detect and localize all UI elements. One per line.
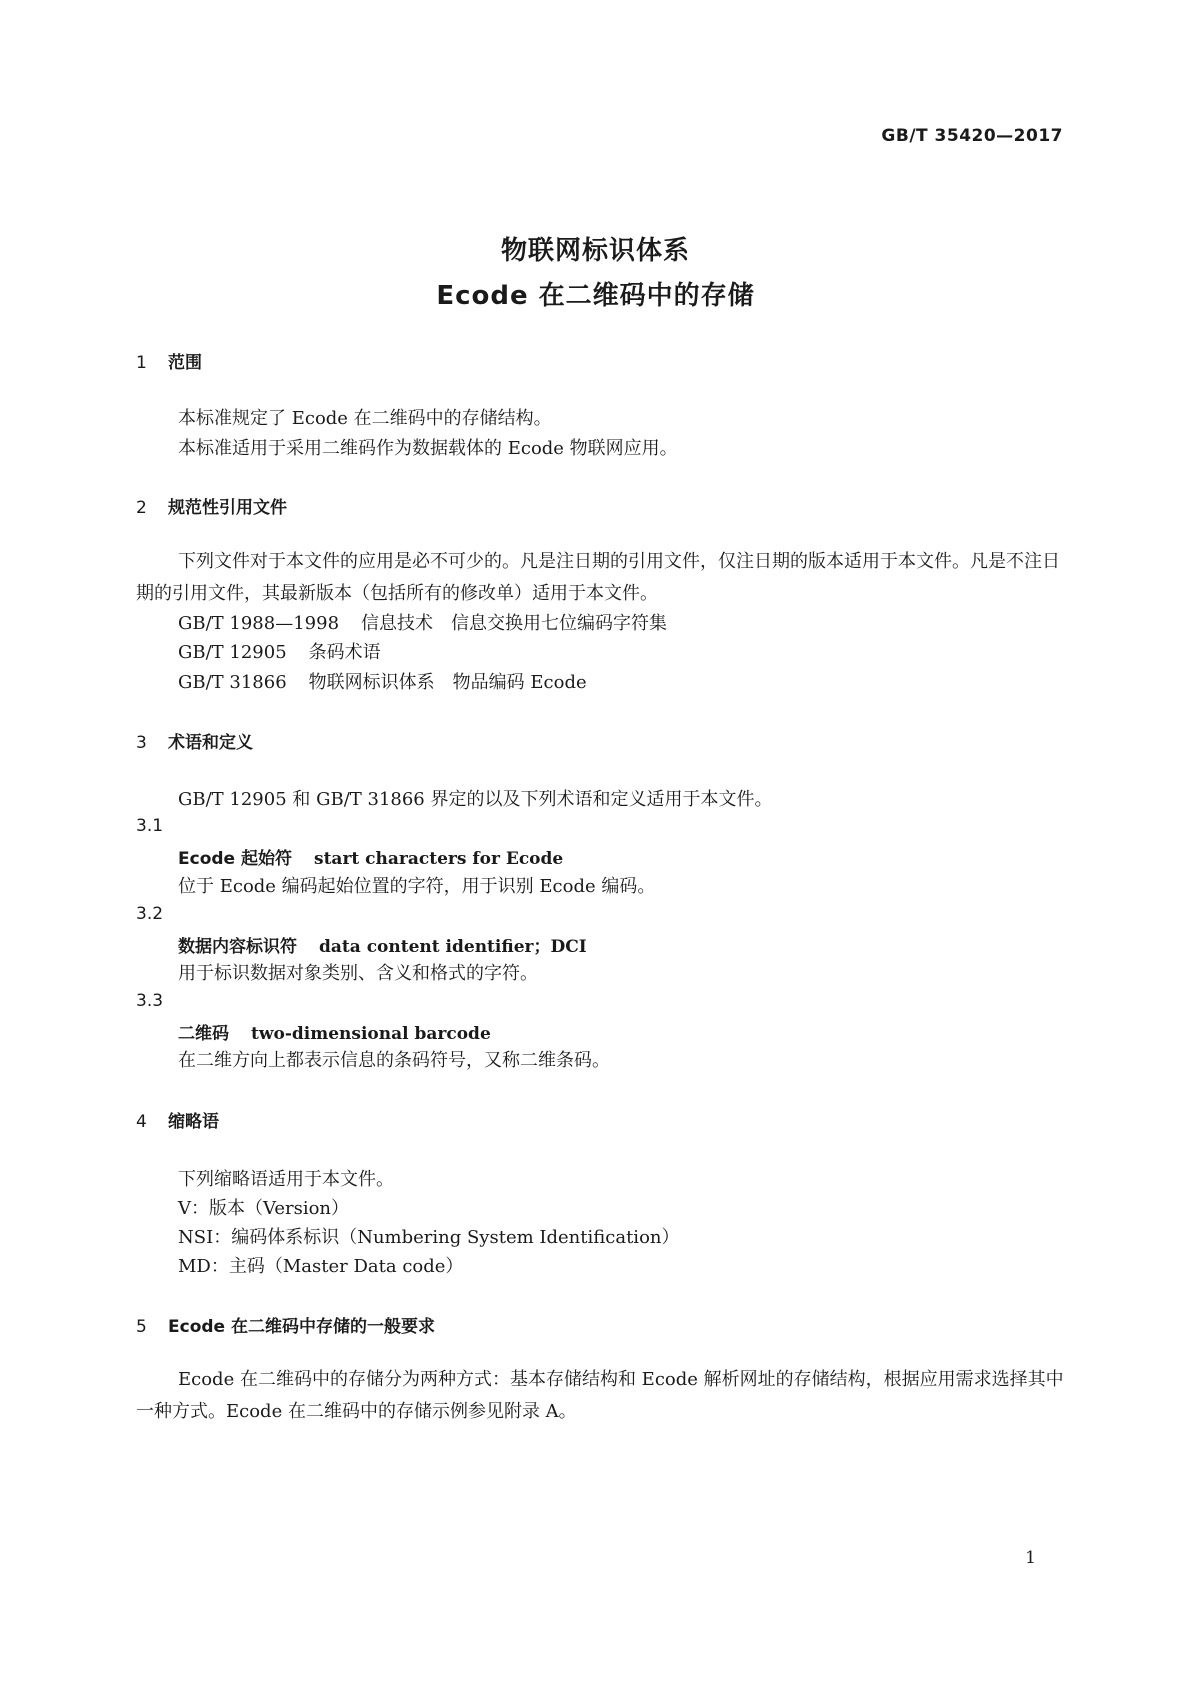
term-zh: Ecode 起始符 [178, 849, 292, 869]
reference-code: GB/T 12905 [178, 642, 287, 663]
abbreviation-item: MD：主码（Master Data code） [178, 1256, 464, 1277]
section-title: Ecode 在二维码中存储的一般要求 [168, 1317, 435, 1337]
normative-reference [178, 668, 587, 694]
term-number: 3.3 [136, 991, 164, 1011]
term-definition: 位于 Ecode 编码起始位置的字符，用于识别 Ecode 编码。 [178, 876, 656, 897]
section-4-intro: 下列缩略语适用于本文件。 [178, 1169, 394, 1190]
section-1-paragraph-1: 本标准规定了 Ecode 在二维码中的存储结构。 [178, 408, 552, 429]
section-1-paragraph-2: 本标准适用于采用二维码作为数据载体的 Ecode 物联网应用。 [178, 438, 678, 459]
section-5-heading [136, 1312, 435, 1337]
normative-reference [178, 609, 667, 635]
term-number: 3.1 [136, 816, 164, 836]
section-5-paragraph: Ecode 在二维码中的存储分为两种方式：基本存储结构和 Ecode 解析网址的存储结构，根据应用需求选择其中一种方式。Ecode 在二维码中的存储示例参见附录 A。 [136, 1369, 1064, 1422]
term-en: data content identifier；DCI [319, 937, 587, 957]
reference-code: GB/T 1988—1998 [178, 613, 340, 634]
term-definition: 在二维方向上都表示信息的条码符号，又称二维条码。 [178, 1050, 610, 1071]
section-title: 规范性引用文件 [168, 498, 287, 518]
document-title-line1: 物联网标识体系 [500, 236, 690, 266]
section-4-heading [136, 1107, 219, 1132]
term-number: 3.2 [136, 904, 164, 924]
abbreviation-item: NSI：编码体系标识（Numbering System Identification） [178, 1227, 680, 1248]
section-2-heading [136, 493, 287, 518]
normative-reference [178, 638, 381, 664]
document-title-line2: Ecode 在二维码中的存储 [436, 281, 755, 311]
term-zh: 数据内容标识符 [178, 937, 297, 957]
reference-code: GB/T 31866 [178, 672, 287, 693]
term-heading [178, 932, 587, 957]
section-title: 缩略语 [168, 1112, 219, 1132]
section-title: 范围 [168, 353, 202, 373]
section-number: 2 [136, 498, 147, 518]
term-heading [178, 844, 563, 869]
term-en: two-dimensional barcode [251, 1024, 491, 1044]
section-3-heading [136, 728, 253, 753]
term-en: start characters for Ecode [314, 849, 564, 869]
term-heading [178, 1019, 491, 1044]
reference-title: 物联网标识体系 物品编码 Ecode [308, 672, 587, 693]
section-number: 3 [136, 733, 147, 753]
reference-title: 条码术语 [308, 642, 381, 663]
section-number: 5 [136, 1317, 147, 1337]
reference-title: 信息技术 信息交换用七位编码字符集 [361, 613, 668, 634]
section-title: 术语和定义 [168, 733, 253, 753]
section-3-intro: GB/T 12905 和 GB/T 31866 界定的以及下列术语和定义适用于本文件。 [178, 789, 773, 810]
term-definition: 用于标识数据对象类别、含义和格式的字符。 [178, 963, 538, 984]
page-number: 1 [1025, 1548, 1036, 1568]
standard-code: GB/T 35420—2017 [881, 126, 1063, 146]
section-number: 1 [136, 353, 147, 373]
section-1-heading [136, 348, 202, 373]
abbreviation-item: V：版本（Version） [178, 1198, 350, 1219]
section-2-intro: 下列文件对于本文件的应用是必不可少的。凡是注日期的引用文件，仅注日期的版本适用于本文件。凡是不注日期的引用文件，其最新版本（包括所有的修改单）适用于本文件。 [136, 551, 1060, 604]
term-zh: 二维码 [178, 1024, 229, 1044]
section-number: 4 [136, 1112, 147, 1132]
